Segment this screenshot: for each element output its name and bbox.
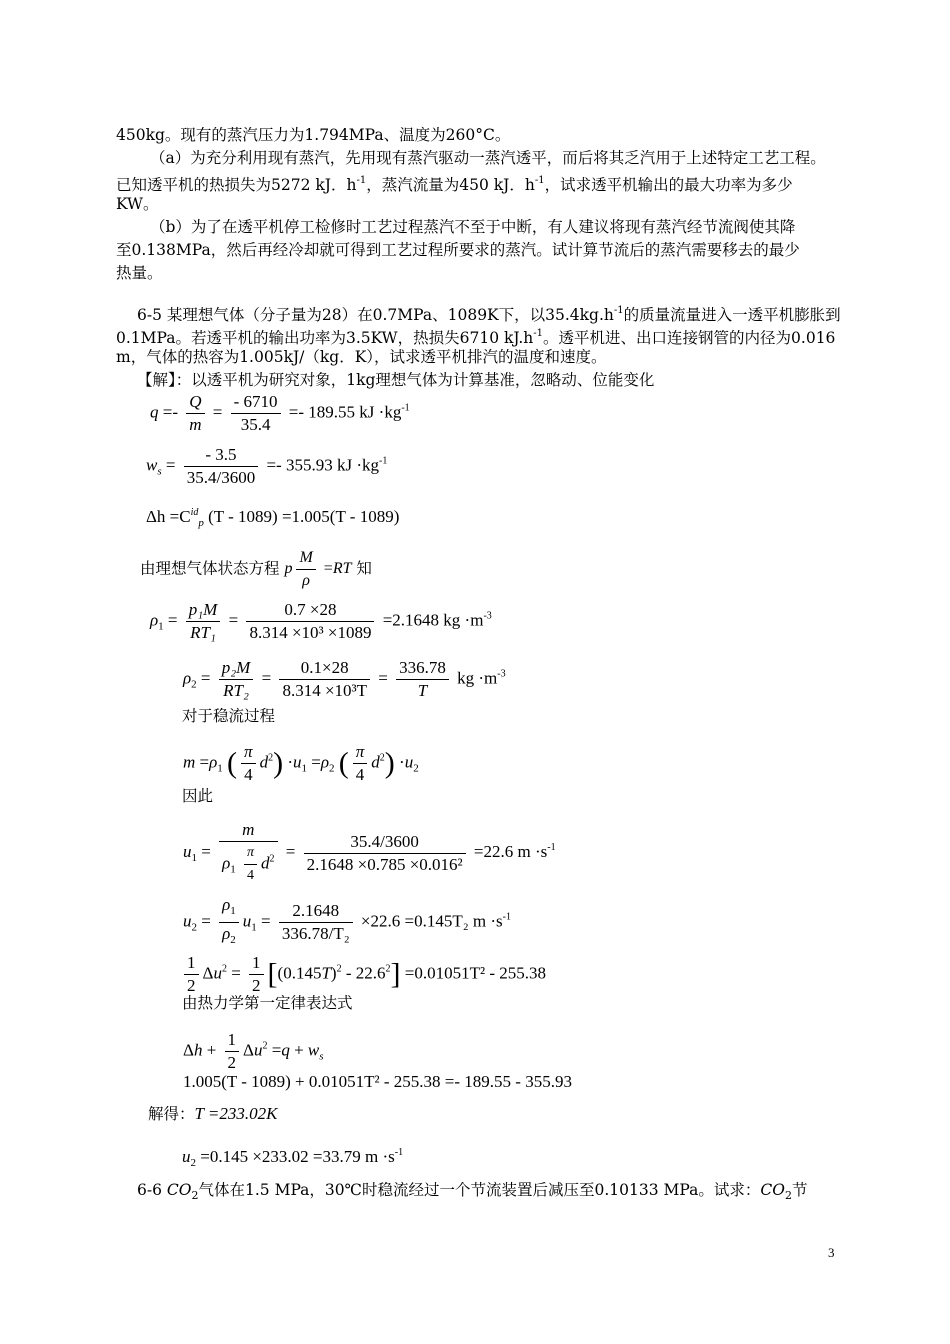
text-line: 0.1MPa。若透平机的输出功率为3.5KW，热损失6710 $kJ.h^{-1}$。透平机进、出口连接钢管的内径为0.016 — [116, 328, 836, 347]
problem-6-6-line: 6-6 $CO_2$气体在1.5 MPa，30℃时稳流经过一个节流装置后减压至0.10133 MPa。试求：$CO_2$节 — [137, 1181, 808, 1202]
equation-q: q =- $\frac{Q}{m}$ = $\frac{- 6710}{35.4}$ =- 189.55 kJ $\cdot kg^{-1}$ — [150, 392, 410, 434]
equation-u2: $u_2$ = $\frac{\rho_1}{\rho_2}$ $u_1$ = $\frac{2.1648}{\text{336.78/T₂}}$ ×22.6 =0.145T₂ $m \cdot s^{-1}$ — [183, 895, 511, 946]
text-line: 至0.138MPa，然后再经冷却就可得到工艺过程所要求的蒸汽。试计算节流后的蒸汽需要移去的最少 — [116, 241, 800, 259]
text-line: m，气体的热容为1.005kJ/（kg．K），试求透平机排汽的温度和速度。 — [116, 348, 607, 366]
equation-rho1: $\rho_1$ = $\frac{\text{p₁M}}{\text{RT₁}}$ = $\frac{0.7 \times 28}{\text{8.314 ×10³ ×1089}}$ =2.1648 kg $\cdot m^{-3}$ — [150, 600, 492, 642]
text-line: 已知透平机的热损失为5272 kJ．$h^{-1}$，蒸汽流量为450 kJ．$h^{-1}$，试求透平机输出的最大功率为多少 — [116, 175, 793, 194]
equation-first-law: Δh + $\frac{1}{2}$ $\Delta u^2 =q + w_s$ — [183, 1030, 324, 1072]
text-line: 对于稳流过程 — [182, 707, 276, 725]
text-line: 解得：T =233.02K — [148, 1104, 278, 1123]
text-line: （a）为充分利用现有蒸汽，先用现有蒸汽驱动一蒸汽透平，而后将其乏汽用于上述特定工艺工程。 — [150, 149, 826, 167]
text-line: 由理想气体状态方程 p $\frac{M}{\rho}$ =RT 知 — [140, 549, 372, 589]
problem-6-5-line: 6-5 某理想气体（分子量为28）在0.7MPa、1089K下，以$35.4kg.h^{-1}$的质量流量进入一透平机膨胀到 — [137, 305, 841, 324]
text-line: （b）为了在透平机停工检修时工艺过程蒸汽不至于中断，有人建议将现有蒸汽经节流阀使其降 — [150, 218, 796, 236]
page-number: 3 — [828, 1245, 835, 1260]
text-line: 热量。 — [116, 264, 163, 282]
text-line: KW。 — [116, 195, 159, 213]
text-line: 450kg。现有的蒸汽压力为1.794MPa、温度为260°C。 — [116, 126, 511, 144]
text-line: 由热力学第一定律表达式 — [182, 994, 353, 1012]
equation-u2-final: $u_2 =0.145 \times 233.02 =33.79$ $m \cdot s^{-1}$ — [182, 1147, 404, 1169]
equation-energy: 1.005(T - 1089) + 0.01051T² - 255.38 =- 189.55 - 355.93 — [183, 1072, 572, 1091]
equation-rho2: $\rho_2$ = $\frac{\text{p₂M}}{\text{RT₂}}$ = $\frac{0.1\times 28}{\text{8.314 ×10³T}}$ = $\frac{336.78}{T}$ kg $\cdot m^{-3}$ — [183, 658, 506, 700]
equation-dh: $\Delta h =C^{id}_p$ (T - 1089) =1.005(T - 1089) — [146, 507, 400, 529]
solution-heading: 【解】：以透平机为研究对象，1kg理想气体为计算基准，忽略动、位能变化 — [137, 371, 655, 389]
equation-continuity: $m =\rho_1$ ( $\frac{\pi}{4}$ $d^2) \cdot u_1 =\rho_2$ ( $\frac{\pi}{4}$ $d^2) \cdot u_2$ — [183, 742, 419, 784]
text-line: 因此 — [182, 787, 214, 805]
equation-kinetic: $\frac{1}{2}$ $\Delta u^2$ = $\frac{1}{2}$ $[(0.145T)^2 - 22.6^2] =0.01051T^2 - 255.38$ — [180, 953, 546, 996]
equation-ws: $w_s$ = $\frac{- 3.5}{35.4/3600}$ =- 355.93 kJ $\cdot kg^{-1}$ — [146, 445, 388, 487]
equation-u1: $u_1$ = m $\rho_1$ $\frac{\pi}{4}$ $d^2$ = $\frac{35.4/3600}{\text{2.1648 ×0.785 ×0.016²}}$ =22.6 $m \cdot s^{-1}$ — [183, 820, 556, 883]
